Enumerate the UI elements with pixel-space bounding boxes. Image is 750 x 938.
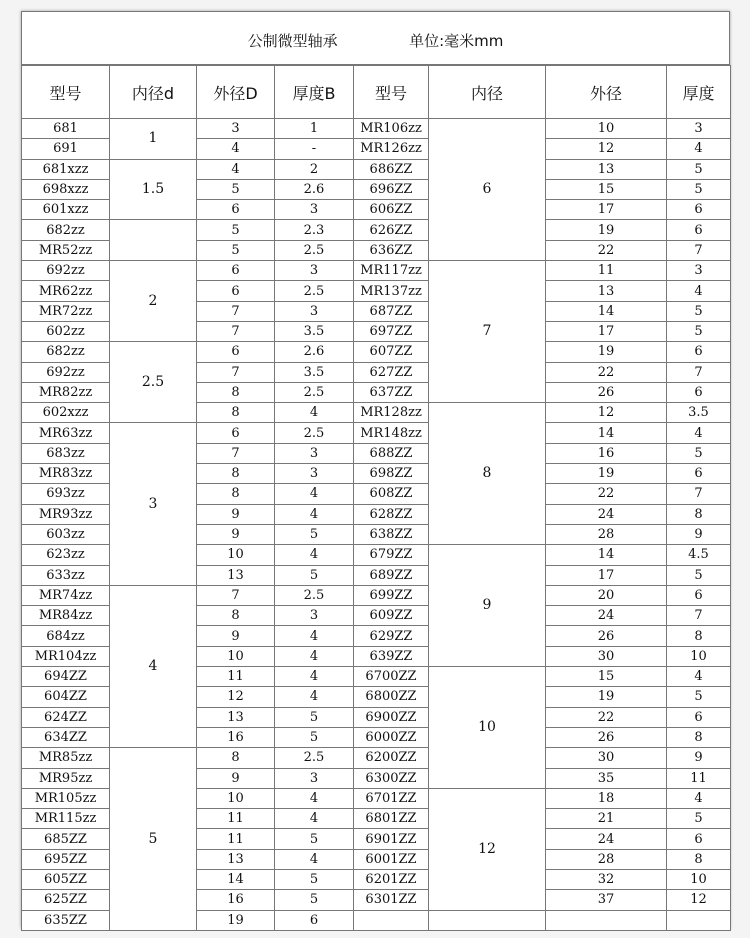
model-cell: MR148zz [354,423,429,443]
outer-diameter-cell: 26 [546,727,667,747]
model-cell: MR95zz [22,768,110,788]
thickness-cell: 4 [667,423,731,443]
model-cell: MR106zz [354,119,429,139]
outer-diameter-cell: 7 [197,362,275,382]
table-row [22,261,731,281]
outer-diameter-cell: 6 [197,423,275,443]
model-cell: MR104zz [22,646,110,666]
thickness-cell: 11 [667,768,731,788]
model-cell: 602zz [22,321,110,341]
outer-diameter-cell: 30 [546,646,667,666]
table-row [22,423,731,443]
outer-diameter-cell: 7 [197,443,275,463]
model-cell: 635ZZ [22,910,110,930]
header-row [22,66,731,119]
model-cell: MR84zz [22,606,110,626]
thickness-cell: 8 [667,849,731,869]
model-cell: MR115zz [22,809,110,829]
outer-diameter-cell: 10 [197,545,275,565]
thickness-cell: 6 [667,342,731,362]
thickness-cell: 9 [667,524,731,544]
inner-diameter-cell: 7 [429,261,546,403]
model-cell: 608ZZ [354,484,429,504]
model-cell: 605ZZ [22,869,110,889]
thickness-cell: 7 [667,362,731,382]
thickness-cell: 5 [667,687,731,707]
thickness-cell: 8 [667,504,731,524]
outer-diameter-cell: 4 [197,139,275,159]
table-row [22,220,731,240]
model-cell: 694ZZ [22,667,110,687]
outer-diameter-cell: 22 [546,362,667,382]
header-cell-model-right: 型号 [354,66,429,119]
outer-diameter-cell: 9 [197,504,275,524]
header-cell-outer-left: 外径D [197,66,275,119]
thickness-cell: 3 [275,464,354,484]
thickness-cell: 6 [667,382,731,402]
model-cell: MR74zz [22,585,110,605]
thickness-cell: 4 [275,788,354,808]
thickness-cell: 4 [275,687,354,707]
model-cell: 696ZZ [354,179,429,199]
thickness-cell: 5 [667,321,731,341]
outer-diameter-cell: 16 [546,443,667,463]
model-cell: 6900ZZ [354,707,429,727]
inner-diameter-cell: 8 [429,403,546,545]
model-cell: 6700ZZ [354,667,429,687]
model-cell: MR52zz [22,240,110,260]
model-cell: 685ZZ [22,829,110,849]
outer-diameter-cell: 14 [546,301,667,321]
model-cell: 634ZZ [22,727,110,747]
thickness-cell: 6 [275,910,354,930]
thickness-cell: 2.6 [275,342,354,362]
outer-diameter-cell: 5 [197,220,275,240]
outer-diameter-cell: 26 [546,626,667,646]
outer-diameter-cell: 19 [546,342,667,362]
model-cell: 699ZZ [354,585,429,605]
thickness-cell: 4 [667,139,731,159]
model-cell: 602xzz [22,403,110,423]
outer-diameter-cell: 13 [546,281,667,301]
outer-diameter-cell: 28 [546,849,667,869]
outer-diameter-cell: 14 [546,545,667,565]
outer-diameter-cell: 4 [197,159,275,179]
thickness-cell: 3 [275,443,354,463]
unit-label: 单位:毫米mm [409,32,504,50]
thickness-cell: 7 [667,484,731,504]
thickness-cell: 5 [275,869,354,889]
outer-diameter-cell: 3 [197,119,275,139]
model-cell: 633zz [22,565,110,585]
header-cell-outer-right: 外径 [546,66,667,119]
thickness-cell: 4 [275,809,354,829]
outer-diameter-cell: 14 [546,423,667,443]
outer-diameter-cell: 24 [546,606,667,626]
inner-diameter-cell: 6 [429,119,546,261]
thickness-cell: 4 [275,667,354,687]
outer-diameter-cell: 16 [197,727,275,747]
model-cell: 6300ZZ [354,768,429,788]
model-cell: 695ZZ [22,849,110,869]
model-cell: 603zz [22,524,110,544]
outer-diameter-cell: 19 [546,464,667,484]
outer-diameter-cell: 15 [546,667,667,687]
thickness-cell: 3.5 [275,362,354,382]
outer-diameter-cell: 13 [197,707,275,727]
thickness-cell [667,910,731,930]
thickness-cell: 4 [667,281,731,301]
thickness-cell: 4 [667,667,731,687]
model-cell: 604ZZ [22,687,110,707]
model-cell: 6901ZZ [354,829,429,849]
inner-diameter-cell: 1 [110,119,197,160]
thickness-cell: 3 [275,261,354,281]
outer-diameter-cell: 11 [197,667,275,687]
outer-diameter-cell: 12 [197,687,275,707]
model-cell: MR128zz [354,403,429,423]
inner-diameter-cell: 5 [110,748,197,931]
inner-diameter-cell: 10 [429,667,546,789]
inner-diameter-cell: 4 [110,585,197,747]
thickness-cell: 8 [667,626,731,646]
outer-diameter-cell: 30 [546,748,667,768]
model-cell: 698xzz [22,179,110,199]
model-cell: MR105zz [22,788,110,808]
model-cell: 609ZZ [354,606,429,626]
outer-diameter-cell: 18 [546,788,667,808]
thickness-cell: 4 [275,545,354,565]
outer-diameter-cell: 26 [546,382,667,402]
model-cell: 689ZZ [354,565,429,585]
inner-diameter-cell: 3 [110,423,197,585]
model-cell: 681xzz [22,159,110,179]
model-cell: 692zz [22,362,110,382]
header-cell-inner-left: 内径d [110,66,197,119]
outer-diameter-cell: 24 [546,504,667,524]
model-cell: 606ZZ [354,200,429,220]
table-title [22,30,729,51]
outer-diameter-cell: 11 [546,261,667,281]
outer-diameter-cell: 19 [197,910,275,930]
outer-diameter-cell: 19 [546,220,667,240]
model-cell: 629ZZ [354,626,429,646]
model-cell: 691 [22,139,110,159]
thickness-cell: 6 [667,707,731,727]
outer-diameter-cell: 13 [546,159,667,179]
thickness-cell: 6 [667,585,731,605]
outer-diameter-cell: 21 [546,809,667,829]
model-cell: 687ZZ [354,301,429,321]
thickness-cell: 3.5 [667,403,731,423]
outer-diameter-cell: 8 [197,484,275,504]
header-cell-inner-right: 内径 [429,66,546,119]
outer-diameter-cell: 10 [197,788,275,808]
thickness-cell: 4 [667,788,731,808]
outer-diameter-cell: 17 [546,565,667,585]
title-gap [338,32,410,50]
thickness-cell: 5 [275,707,354,727]
outer-diameter-cell: 5 [197,179,275,199]
outer-diameter-cell: 22 [546,484,667,504]
thickness-cell: 4 [275,849,354,869]
thickness-cell: 12 [667,890,731,910]
header-cell-thickness-right: 厚度 [667,66,731,119]
thickness-cell: 3 [667,261,731,281]
model-cell: 607ZZ [354,342,429,362]
inner-diameter-cell: 2 [110,261,197,342]
outer-diameter-cell: 16 [197,890,275,910]
thickness-cell: 4 [275,646,354,666]
model-cell: 697ZZ [354,321,429,341]
thickness-cell: 6 [667,829,731,849]
bearing-table [21,65,731,931]
thickness-cell: 2.5 [275,585,354,605]
model-cell: 682zz [22,342,110,362]
model-cell: MR93zz [22,504,110,524]
thickness-cell: 5 [275,524,354,544]
inner-diameter-cell [429,910,546,930]
table-title-bar [21,11,730,65]
inner-diameter-cell: 2.5 [110,342,197,423]
thickness-cell: 5 [667,159,731,179]
model-cell: 681 [22,119,110,139]
model-cell: 638ZZ [354,524,429,544]
outer-diameter-cell: 8 [197,464,275,484]
thickness-cell: 3 [275,200,354,220]
outer-diameter-cell: 12 [546,403,667,423]
outer-diameter-cell: 7 [197,321,275,341]
model-cell: 6200ZZ [354,748,429,768]
model-cell: MR63zz [22,423,110,443]
outer-diameter-cell: 8 [197,606,275,626]
bearing-spec-sheet [21,11,730,928]
outer-diameter-cell: 17 [546,321,667,341]
thickness-cell: - [275,139,354,159]
model-cell [354,910,429,930]
thickness-cell: 2.5 [275,748,354,768]
thickness-cell: 10 [667,869,731,889]
model-cell: MR72zz [22,301,110,321]
outer-diameter-cell: 35 [546,768,667,788]
model-cell: MR62zz [22,281,110,301]
model-cell: 698ZZ [354,464,429,484]
thickness-cell: 6 [667,200,731,220]
thickness-cell: 2.6 [275,179,354,199]
thickness-cell: 2 [275,159,354,179]
outer-diameter-cell: 9 [197,626,275,646]
outer-diameter-cell: 13 [197,565,275,585]
outer-diameter-cell: 14 [197,869,275,889]
table-row [22,748,731,768]
outer-diameter-cell: 7 [197,585,275,605]
model-cell: 683zz [22,443,110,463]
thickness-cell: 6 [667,220,731,240]
thickness-cell: 5 [667,565,731,585]
outer-diameter-cell: 8 [197,748,275,768]
outer-diameter-cell: 8 [197,403,275,423]
thickness-cell: 5 [275,565,354,585]
model-cell: 6001ZZ [354,849,429,869]
thickness-cell: 6 [667,464,731,484]
thickness-cell: 10 [667,646,731,666]
model-cell: 6701ZZ [354,788,429,808]
outer-diameter-cell: 11 [197,809,275,829]
thickness-cell: 4 [275,484,354,504]
inner-diameter-cell: 9 [429,545,546,667]
table-row [22,585,731,605]
outer-diameter-cell: 19 [546,687,667,707]
thickness-cell: 7 [667,240,731,260]
model-cell: 693zz [22,484,110,504]
title-label: 公制微型轴承 [247,32,338,50]
thickness-cell: 3 [275,301,354,321]
table-row [22,342,731,362]
outer-diameter-cell: 22 [546,240,667,260]
model-cell: 625ZZ [22,890,110,910]
thickness-cell: 3 [275,606,354,626]
outer-diameter-cell: 9 [197,524,275,544]
outer-diameter-cell: 15 [546,179,667,199]
outer-diameter-cell: 13 [197,849,275,869]
model-cell: 627ZZ [354,362,429,382]
header-cell-model-left: 型号 [22,66,110,119]
model-cell: 637ZZ [354,382,429,402]
outer-diameter-cell: 37 [546,890,667,910]
inner-diameter-cell [110,220,197,261]
outer-diameter-cell: 6 [197,342,275,362]
model-cell: 601xzz [22,200,110,220]
model-cell: 6301ZZ [354,890,429,910]
thickness-cell: 5 [275,727,354,747]
thickness-cell: 3 [667,119,731,139]
outer-diameter-cell: 24 [546,829,667,849]
inner-diameter-cell: 12 [429,788,546,910]
thickness-cell: 8 [667,727,731,747]
thickness-cell: 2.5 [275,240,354,260]
thickness-cell: 4 [275,626,354,646]
outer-diameter-cell: 9 [197,768,275,788]
outer-diameter-cell: 20 [546,585,667,605]
outer-diameter-cell: 10 [197,646,275,666]
thickness-cell: 5 [667,301,731,321]
model-cell: MR83zz [22,464,110,484]
model-cell: 626ZZ [354,220,429,240]
thickness-cell: 2.3 [275,220,354,240]
model-cell: MR85zz [22,748,110,768]
model-cell: 6800ZZ [354,687,429,707]
model-cell: 636ZZ [354,240,429,260]
model-cell: 628ZZ [354,504,429,524]
table-row [22,119,731,139]
outer-diameter-cell: 6 [197,200,275,220]
thickness-cell: 4.5 [667,545,731,565]
model-cell: 692zz [22,261,110,281]
outer-diameter-cell [546,910,667,930]
model-cell: 682zz [22,220,110,240]
outer-diameter-cell: 7 [197,301,275,321]
thickness-cell: 2.5 [275,423,354,443]
model-cell: 686ZZ [354,159,429,179]
model-cell: MR117zz [354,261,429,281]
model-cell: 623zz [22,545,110,565]
model-cell: 684zz [22,626,110,646]
thickness-cell: 3 [275,768,354,788]
thickness-cell: 2.5 [275,281,354,301]
thickness-cell: 5 [667,809,731,829]
model-cell: 679ZZ [354,545,429,565]
thickness-cell: 7 [667,606,731,626]
outer-diameter-cell: 32 [546,869,667,889]
model-cell: 6201ZZ [354,869,429,889]
thickness-cell: 5 [275,890,354,910]
thickness-cell: 4 [275,504,354,524]
outer-diameter-cell: 6 [197,261,275,281]
table-row [22,159,731,179]
thickness-cell: 5 [275,829,354,849]
model-cell: 688ZZ [354,443,429,463]
model-cell: 639ZZ [354,646,429,666]
thickness-cell: 3.5 [275,321,354,341]
inner-diameter-cell: 1.5 [110,159,197,220]
outer-diameter-cell: 5 [197,240,275,260]
model-cell: MR82zz [22,382,110,402]
thickness-cell: 5 [667,443,731,463]
thickness-cell: 4 [275,403,354,423]
outer-diameter-cell: 12 [546,139,667,159]
model-cell: MR126zz [354,139,429,159]
outer-diameter-cell: 17 [546,200,667,220]
model-cell: 624ZZ [22,707,110,727]
thickness-cell: 5 [667,179,731,199]
outer-diameter-cell: 11 [197,829,275,849]
table-body [22,119,731,931]
outer-diameter-cell: 28 [546,524,667,544]
thickness-cell: 1 [275,119,354,139]
outer-diameter-cell: 6 [197,281,275,301]
model-cell: 6000ZZ [354,727,429,747]
model-cell: 6801ZZ [354,809,429,829]
header-cell-thickness-left: 厚度B [275,66,354,119]
thickness-cell: 2.5 [275,382,354,402]
outer-diameter-cell: 22 [546,707,667,727]
model-cell: MR137zz [354,281,429,301]
outer-diameter-cell: 10 [546,119,667,139]
thickness-cell: 9 [667,748,731,768]
outer-diameter-cell: 8 [197,382,275,402]
